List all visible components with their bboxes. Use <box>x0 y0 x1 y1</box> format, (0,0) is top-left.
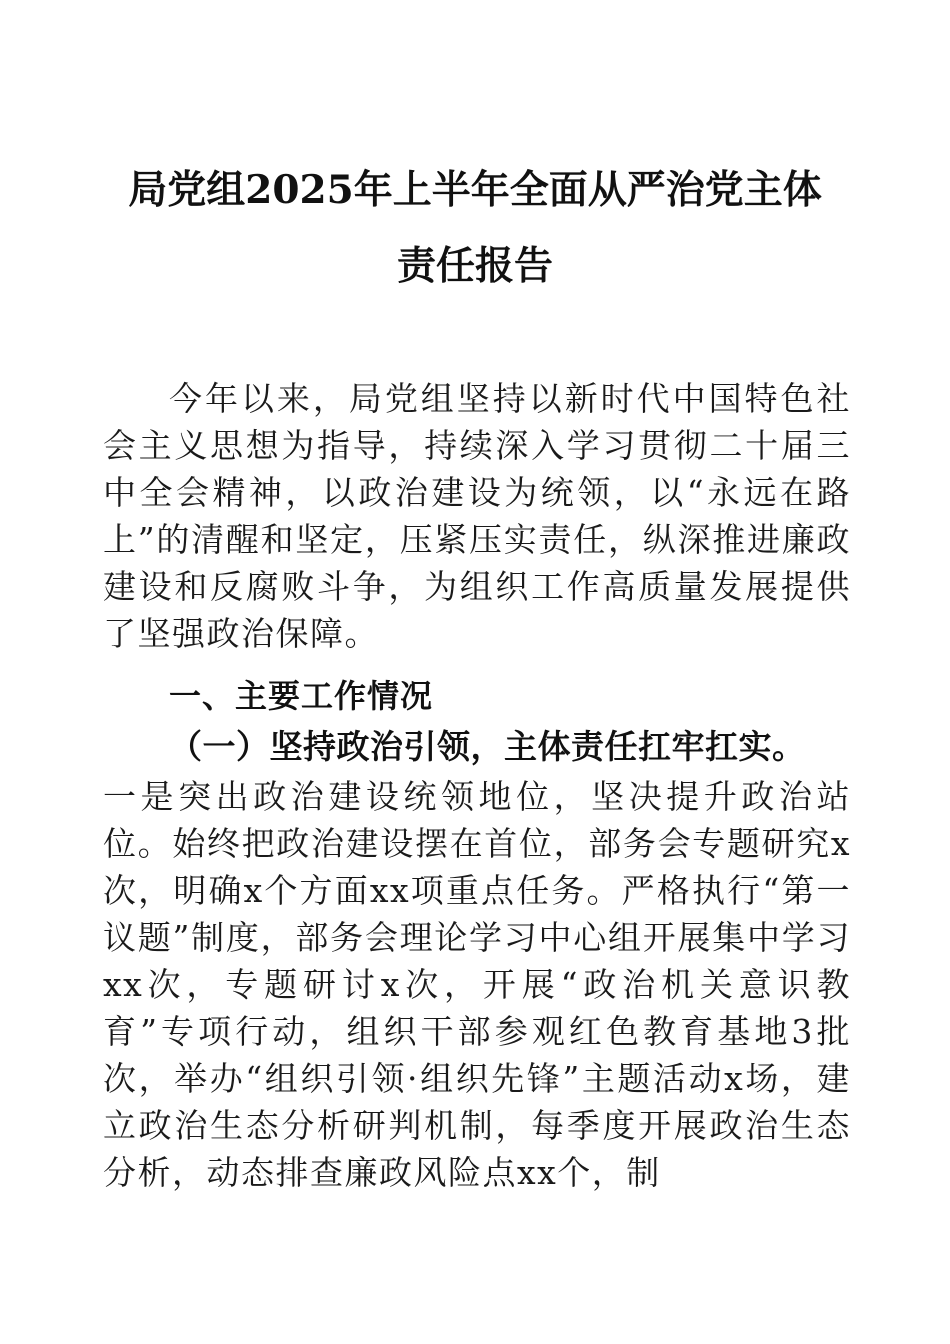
subsection-heading: （一）坚持政治引领，主体责任扛牢扛实。 <box>169 727 806 766</box>
document-title-line-2: 责任报告 <box>396 243 553 289</box>
document-title-line-1: 局党组2025年上半年全面从严治党主体 <box>128 167 822 213</box>
intro-paragraph: 今年以来，局党组坚持以新时代中国特色社会主义思想为指导，持续深入学习贯彻二十届三中全会精神，以政治建设为统领，以“永远在路上”的清醒和坚定，压紧压实责任，纵深推进廉政建设和反腐败斗争，为组织工作高质量发展提供了坚强政治保障。 <box>103 379 851 653</box>
section-heading: 一、主要工作情况 <box>169 677 434 715</box>
body-paragraph: 一是突出政治建设统领地位，坚决提升政治站位。始终把政治建设摆在首位，部务会专题研究x次，明确x个方面xx项重点任务。严格执行“第一议题”制度，部务会理论学习中心组开展集中学习xx次，专题研讨x次，开展“政治机关意识教育”专项行动，组织干部参观红色教育基地3批次，举办“组织引领·组织先锋”主题活动x场，建立政治生态分析研判机制，每季度开展政治生态分析，动态排查廉政风险点xx个，制 <box>103 777 851 1192</box>
